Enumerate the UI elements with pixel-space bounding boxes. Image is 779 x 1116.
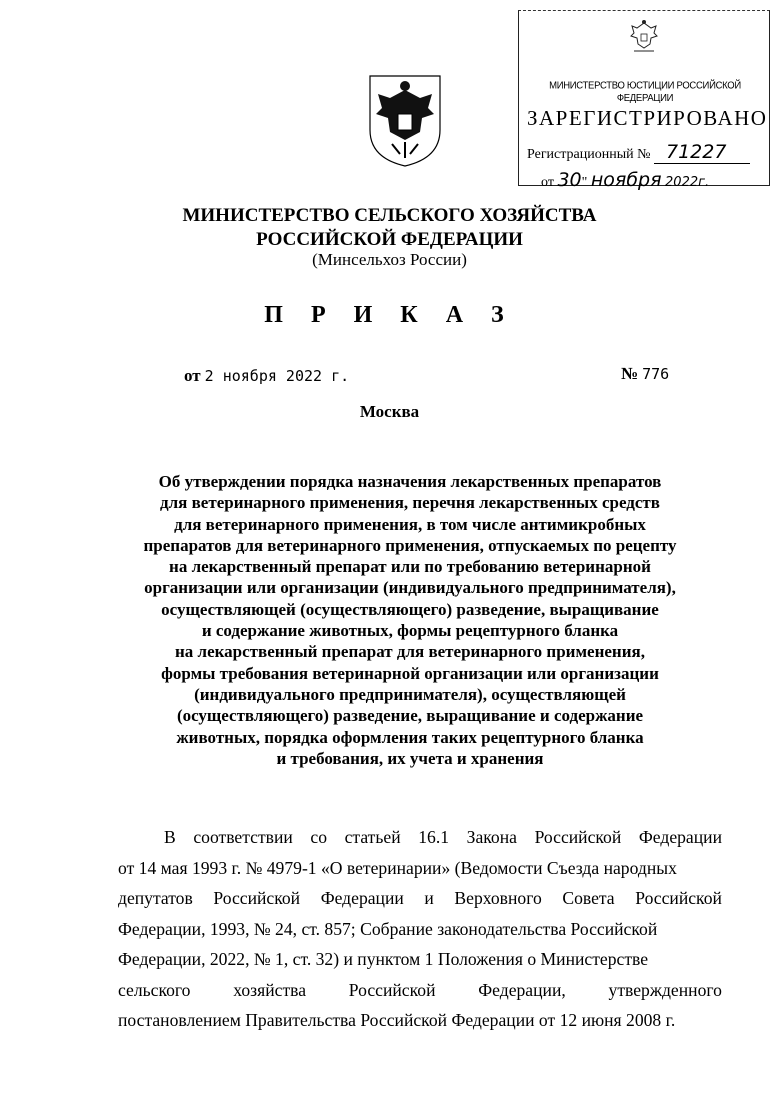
order-date-row bbox=[184, 366, 349, 386]
body-word: Федерации, 1993, № 24, ст. 857; Собрание законодательства Российской bbox=[118, 918, 658, 939]
body-word: со bbox=[310, 827, 327, 847]
coat-of-arms-emblem bbox=[360, 68, 450, 168]
body-word: 16.1 bbox=[418, 827, 450, 847]
subject-line: (осуществляющего) разведение, выращивание и содержание bbox=[176, 706, 644, 726]
body-word: хозяйства bbox=[233, 979, 307, 1000]
subject-line: для ветеринарного применения, перечня лекарственных средств bbox=[160, 493, 660, 513]
stamp-registration-row bbox=[527, 141, 750, 164]
body-word: Закона bbox=[466, 827, 517, 847]
order-date: 2 ноября 2022 г. bbox=[204, 367, 350, 385]
subject-line: организации или организации (индивидуального предпринимателя), bbox=[144, 578, 676, 598]
body-word: Российской bbox=[635, 888, 722, 908]
body-word: Российской bbox=[534, 827, 622, 847]
stamp-emblem-icon bbox=[629, 19, 659, 55]
stamp-date-month: ноября bbox=[590, 169, 662, 191]
ministry-short-name: (Минсельхоз России) bbox=[312, 250, 467, 269]
body-word: от 14 мая 1993 г. № 4979-1 «О ветеринарии» (Ведомости Съезда народных bbox=[118, 857, 677, 878]
body-word: Совета bbox=[562, 888, 615, 908]
body-word: В bbox=[164, 827, 176, 847]
body-word: утвержденного bbox=[608, 979, 722, 1000]
body-word: депутатов bbox=[118, 888, 193, 908]
stamp-date-prefix: от bbox=[541, 175, 554, 190]
body-word: Федерации, bbox=[478, 979, 566, 1000]
stamp-date-row: от 30" ноября 2022г. bbox=[541, 169, 710, 191]
subject-line: животных, порядка оформления таких рецептурного бланка bbox=[176, 727, 644, 747]
subject-line: на лекарственный препарат для ветеринарного применения, bbox=[175, 642, 645, 662]
body-word: Федерации, 2022, № 1, ст. 32) и пунктом 1 Положения о Министерстве bbox=[118, 949, 649, 969]
stamp-status: ЗАРЕГИСТРИРОВАНО bbox=[527, 106, 768, 130]
order-subject bbox=[100, 471, 720, 769]
order-number-label: № bbox=[621, 364, 639, 383]
body-line bbox=[118, 822, 722, 853]
stamp-date-day: 30 bbox=[557, 169, 582, 191]
body-line bbox=[118, 883, 722, 914]
ministry-title-line2: РОССИЙСКОЙ ФЕДЕРАЦИИ bbox=[256, 229, 523, 250]
body-word: и bbox=[424, 888, 434, 908]
stamp-reg-label: Регистрационный № bbox=[527, 147, 651, 162]
body-word: соответствии bbox=[193, 827, 293, 847]
ministry-title-line1: МИНИСТЕРСТВО СЕЛЬСКОГО ХОЗЯЙСТВА bbox=[182, 205, 597, 226]
body-line bbox=[118, 853, 722, 884]
body-word: постановлением Правительства Российской Федерации от 12 июня 2008 г. bbox=[118, 1010, 676, 1030]
subject-line: препаратов для ветеринарного применения, отпускаемых по рецепту bbox=[143, 535, 677, 555]
subject-line: и требования, их учета и хранения bbox=[276, 748, 544, 768]
body-word: Российской bbox=[348, 979, 436, 1000]
subject-line: на лекарственный препарат или по требованию ветеринарной bbox=[169, 557, 651, 577]
body-line bbox=[118, 944, 722, 975]
subject-line: и содержание животных, формы рецептурного бланка bbox=[201, 621, 619, 641]
body-word: сельского bbox=[118, 979, 191, 1000]
subject-line: осуществляющей (осуществляющего) разведение, выращивание bbox=[161, 599, 659, 619]
body-line bbox=[118, 1005, 722, 1036]
order-number: 776 bbox=[642, 365, 670, 383]
order-body-text bbox=[118, 822, 722, 1036]
registration-stamp bbox=[518, 10, 770, 191]
order-city: Москва bbox=[359, 402, 420, 421]
subject-line: Об утверждении порядка назначения лекарственных препаратов bbox=[158, 472, 662, 491]
body-line bbox=[118, 975, 722, 1006]
stamp-reg-number: 71227 bbox=[654, 141, 750, 164]
subject-line: (индивидуального предпринимателя), осуществляющей bbox=[194, 684, 626, 704]
body-line bbox=[118, 914, 722, 945]
order-number-row bbox=[621, 364, 669, 384]
body-word: Российской bbox=[213, 888, 301, 908]
document-type-title: П Р И К А З bbox=[264, 302, 515, 328]
body-word: статьей bbox=[344, 827, 401, 847]
subject-line: для ветеринарного применения, в том числе антимикробных bbox=[174, 514, 646, 534]
body-word: Федерации bbox=[638, 827, 722, 847]
stamp-ministry: МИНИСТЕРСТВО ЮСТИЦИИ РОССИЙСКОЙ ФЕДЕРАЦИИ bbox=[549, 79, 741, 105]
subject-line: формы требования ветеринарной организации или организации bbox=[161, 663, 659, 683]
body-word: Верховного bbox=[454, 888, 542, 908]
body-word: Федерации bbox=[320, 888, 404, 908]
stamp-date-year: 2022г. bbox=[665, 175, 710, 190]
order-date-label: от bbox=[184, 366, 201, 385]
